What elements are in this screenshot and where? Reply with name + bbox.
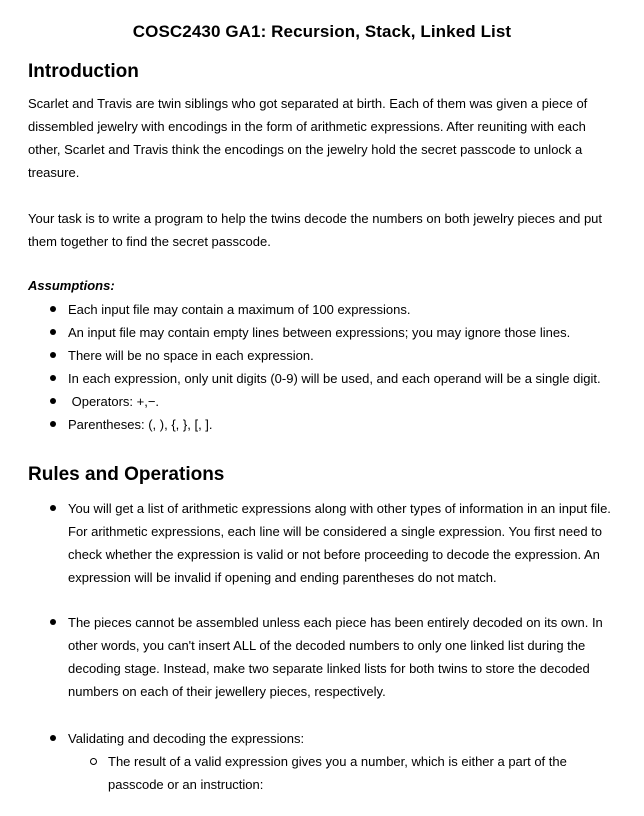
- list-item: [28, 611, 628, 703]
- sub-list-item: [68, 750, 588, 796]
- list-item-text: Operators: +,−.: [68, 394, 160, 409]
- list-item: [28, 390, 628, 413]
- document-title: COSC2430 GA1: Recursion, Stack, Linked List: [132, 22, 512, 41]
- bullet-icon: [50, 421, 56, 427]
- introduction-paragraph-1: Scarlet and Travis are twin siblings who got separated at birth. Each of them was given a piece of dissembled jewelry with encodings in the form of arithmetic expressions. After reuniting with each other, Scarlet and Travis think the encodings on the jewelry hold the secret passcode to unlock a treasure.: [28, 96, 588, 180]
- hollow-bullet-icon: [90, 758, 97, 765]
- list-item-text: Each input file may contain a maximum of 100 expressions.: [68, 302, 411, 317]
- bullet-icon: [50, 619, 56, 625]
- list-item: [28, 344, 628, 367]
- bullet-icon: [50, 306, 56, 312]
- bullet-icon: [50, 375, 56, 381]
- bullet-icon: [50, 735, 56, 741]
- sub-list-item-text: The result of a valid expression gives you a number, which is either a part of the passcode or an instruction:: [108, 754, 567, 792]
- assumptions-list: [28, 298, 628, 436]
- list-item-text: There will be no space in each expression.: [68, 348, 314, 363]
- list-item: [28, 367, 628, 390]
- introduction-heading: Introduction: [28, 61, 139, 82]
- bullet-icon: [50, 398, 56, 404]
- rules-heading: Rules and Operations: [28, 464, 225, 485]
- bullet-icon: [50, 329, 56, 335]
- list-item-text: Validating and decoding the expressions:: [68, 731, 305, 746]
- list-item: [28, 727, 628, 750]
- bullet-icon: [50, 352, 56, 358]
- assumptions-heading: Assumptions:: [28, 278, 115, 293]
- list-item-text: The pieces cannot be assembled unless each piece has been entirely decoded on its own. In other words, you can't insert ALL of the decoded numbers to only one linked list during the decoding stage. Instead, make two separate linked lists for both twins to store the decoded numbers on each of their jewellery pieces, respectively.: [68, 615, 603, 699]
- list-item: [28, 298, 628, 321]
- list-item: [28, 497, 628, 589]
- introduction-paragraph-2: Your task is to write a program to help the twins decode the numbers on both jewelry pieces and put them together to find the secret passcode.: [28, 211, 603, 249]
- list-item-text: An input file may contain empty lines between expressions; you may ignore those lines.: [68, 325, 571, 340]
- list-item-text: You will get a list of arithmetic expressions along with other types of information in an input file. For arithmetic expressions, each line will be considered a single expression. You first need to check whether the expression is valid or not before proceeding to decode the expression. An expression will be invalid if opening and ending parentheses do not match.: [68, 501, 611, 585]
- bullet-icon: [50, 505, 56, 511]
- list-item-text: In each expression, only unit digits (0-9) will be used, and each operand will be a single digit.: [68, 371, 601, 386]
- list-item-text: Parentheses: (, ), {, }, [, ].: [68, 417, 213, 432]
- list-item: [28, 321, 628, 344]
- list-item: [28, 413, 628, 436]
